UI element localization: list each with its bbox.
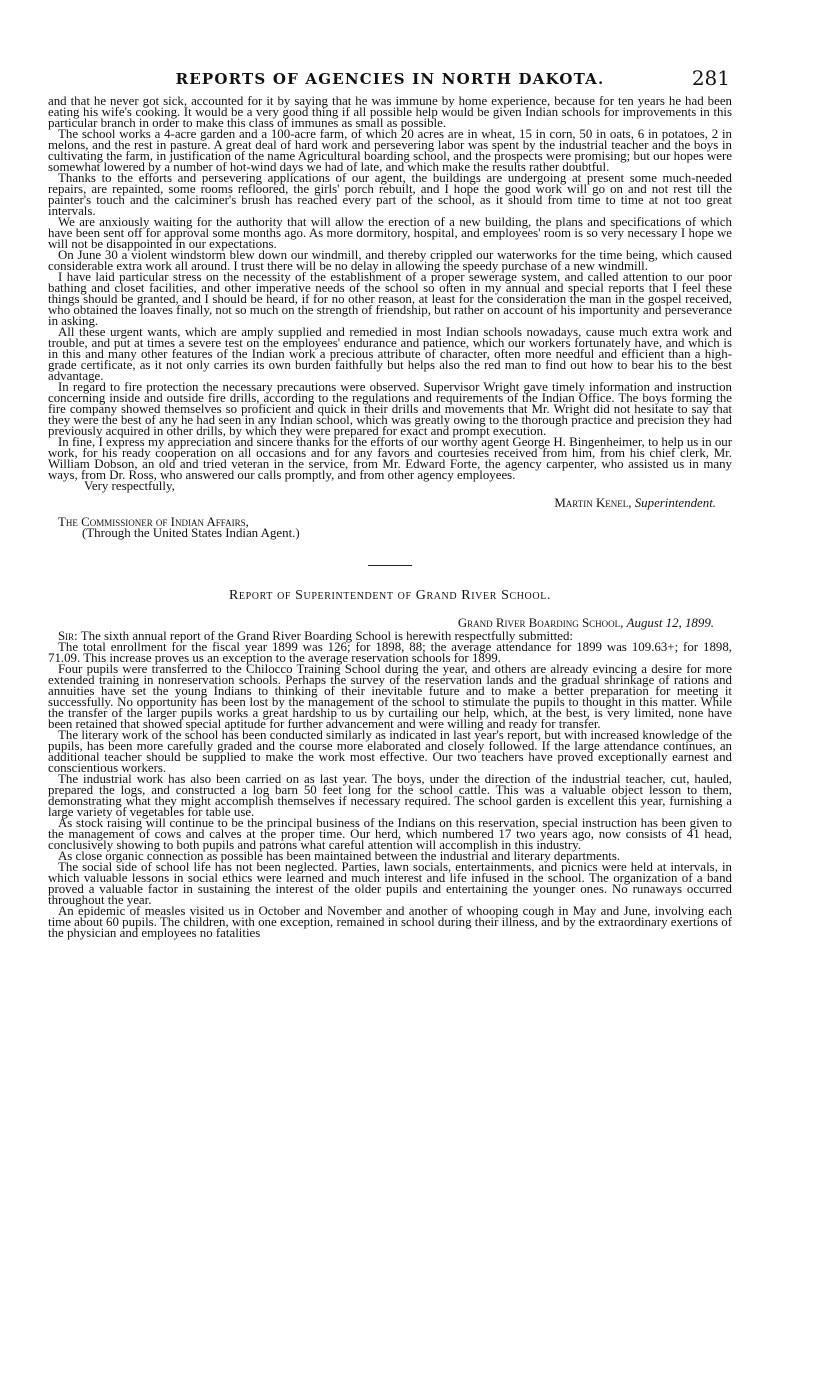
paragraph: We are anxiously waiting for the authority that will allow the erection of a new building, the plans and specifications of which have been sent off for approval some months ago. As more dormitory, hospital, and employees' room is so very necessary I hope we will not be disappointed in our expectations.	[48, 215, 732, 251]
paragraph: All these urgent wants, which are amply supplied and remedied in most Indian schools nowadays, cause much extra work and trouble, and put at times a severe test on the employees' endurance and patience, which our workers fortunately have, and which is in this and many other features of the Indian work a precious attribute of character, often more needful and efficient than a high-grade certificate, as it not only carries its own burden faithfully but helps also the red man to find out how to bear his to the best advantage.	[48, 325, 732, 383]
paragraph: and that he never got sick, accounted for it by saying that he was immune by home experience, because for ten years he had been eating his wife's cooking. It would be a very good thing if all possible help would be given Indian schools for improvements in this particular branch in order to make this class of immunes as small as possible.	[48, 94, 732, 130]
paragraph: On June 30 a violent windstorm blew down our windmill, and thereby crippled our waterworks for the time being, which caused considerable extra work all around. I trust there will be no delay in allowing the speedy purchase of a new windmill.	[48, 248, 732, 273]
paragraph: In fine, I express my appreciation and sincere thanks for the efforts of our worthy agent George H. Bingenheimer, to help us in our work, for his ready cooperation on all occasions and for any favors and courtesies received from him, from his chief clerk, Mr. William Dobson, an old and tried veteran in the service, from Mr. Edward Forte, the agency carpenter, who assisted us in many ways, from Dr. Ross, who answered our calls promptly, and from other agency employees.	[48, 435, 732, 482]
paragraph: Four pupils were transferred to the Chilocco Training School during the year, and others are already evincing a desire for more extended training in nonreservation schools. Perhaps the survey of the reservation lands and the gradual shrinkage of rations and annuities have set the young Indians to thinking of their inevitable future and to make a better preparation for meeting it successfully. No opportunity has been lost by the management of the school to stimulate the pupils to thought in this matter. While the transfer of the larger pupils works a great hardship to us by curtailing our help, which, at the best, is very limited, none have been retained that showed special aptitude for further advancement and were willing and ready for transfer.	[48, 662, 732, 731]
paragraph: The total enrollment for the fiscal year 1899 was 126; for 1898, 88; the average attendance for 1899 was 109.63+; for 1898, 71.09. This increase proves us an exception to the average reservation schools for 1899.	[48, 640, 732, 665]
dateline	[48, 618, 714, 629]
running-title: REPORTS OF AGENCIES IN NORTH DAKOTA.	[175, 70, 605, 88]
signature-name: Martin Kenel	[554, 496, 629, 510]
addressee	[58, 517, 732, 539]
section-title: Report of Superintendent of Grand River School.	[228, 588, 551, 603]
signature: Martin Kenel, Superintendent.	[554, 496, 716, 510]
paragraph: As stock raising will continue to be the principal business of the Indians on this reservation, special instruction has been given to the management of cows and calves at the proper time. Our herd, which numbered 17 two years ago, now consists of 41 head, conclusively showing to both pupils and patrons what careful attention will accomplish in this industry.	[48, 816, 732, 852]
grand-river-report	[48, 588, 732, 939]
paragraph: The school works a 4-acre garden and a 100-acre farm, of which 20 acres are in wheat, 15 in corn, 50 in oats, 6 in potatoes, 2 in melons, and the rest in pasture. A great deal of hard work and persevering labor was spent by the industrial teacher and the boys in cultivating the farm, in justification of the name Agricultural boarding school, and the prospects were promising; but our hopes were somewhat lowered by a number of hot-wind days we had of late, and which make the results rather doubtful.	[48, 127, 732, 174]
paragraph: As close organic connection as possible has been maintained between the industrial and literary departments.	[58, 849, 621, 863]
paragraph: The literary work of the school has been conducted similarly as indicated in last year's report, but with increased knowledge of the pupils, has been more carefully graded and the course more elaborated and closely followed. If the large attendance continues, an additional teacher should be supplied to make the work most effective. Our two teachers have proved exceptionally earnest and conscientious workers.	[48, 728, 732, 775]
report-continuation	[48, 96, 732, 539]
paragraph: I have laid particular stress on the necessity of the establishment of a proper sewerage system, and called attention to our poor bathing and closet facilities, and other imperative needs of the school so often in my annual and special reports that I feel these things should be granted, and I should be heard, if for no other reason, at least for the consideration the man in the gospel received, who obtained the loaves finally, not so much on the strength of friendship, but rather on account of his importunity and perseverance in asking.	[48, 270, 732, 328]
salutation: Sir:	[58, 629, 78, 643]
page-header	[48, 62, 732, 96]
signature-title: Superintendent.	[634, 496, 716, 510]
page-number: 281	[691, 66, 730, 90]
addressee-line-2: (Through the United States Indian Agent.)	[82, 526, 300, 540]
paragraph: The social side of school life has not been neglected. Parties, lawn socials, entertainments, and picnics were held at intervals, in which valuable lessons in social ethics were learned and much interest and life infused in the school. The organization of a band proved a valuable factor in sustaining the interest of the older pupils and entertaining the younger ones. No runaways occurred throughout the year.	[48, 860, 732, 907]
document-page	[48, 62, 732, 939]
paragraph: Thanks to the efforts and persevering applications of our agent, the buildings are undergoing at present some much-needed repairs, are repainted, some rooms refloored, the girls' porch rebuilt, and I hope the good work will go on and not rest till the painter's touch and the calciminer's brush has reached every part of the school, as it should from time to time at not too great intervals.	[48, 171, 732, 218]
paragraph: An epidemic of measles visited us in October and November and another of whooping cough in May and June, involving each time about 60 pupils. The children, with one exception, remained in school during their illness, and by the extraordinary exertions of the physician and employees no fatalities	[48, 904, 732, 940]
closing: Very respectfully,	[84, 479, 175, 493]
paragraph-text: The sixth annual report of the Grand River Boarding School is herewith respectfully submitted:	[80, 629, 574, 643]
section-divider	[368, 565, 412, 566]
paragraph: In regard to fire protection the necessary precautions were observed. Supervisor Wright gave timely information and instruction concerning inside and outside fire drills, according to the regulations and requirements of the Indian Office. The boys forming the fire company showed themselves so proficient and quick in their drills and movements that Mr. Wright did not hesitate to say that they were the best of any he had seen in any Indian school, which was greatly owing to the thorough practice and precision they had previously acquired in other drills, by which they were prepared for exact and prompt execution.	[48, 380, 732, 438]
addressee-line-1: The Commissioner of Indian Affairs,	[58, 515, 249, 529]
dateline-date: August 12, 1899.	[626, 616, 714, 630]
dateline-place: Grand River Boarding School,	[457, 616, 624, 630]
paragraph: The industrial work has also been carried on as last year. The boys, under the direction of the industrial teacher, cut, hauled, prepared the logs, and constructed a log barn 50 feet long for the school cattle. This was a valuable object lesson to them, demonstrating what they might accomplish themselves if necessary required. The school garden is excellent this year, furnishing a large variety of vegetables for table use.	[48, 772, 732, 819]
